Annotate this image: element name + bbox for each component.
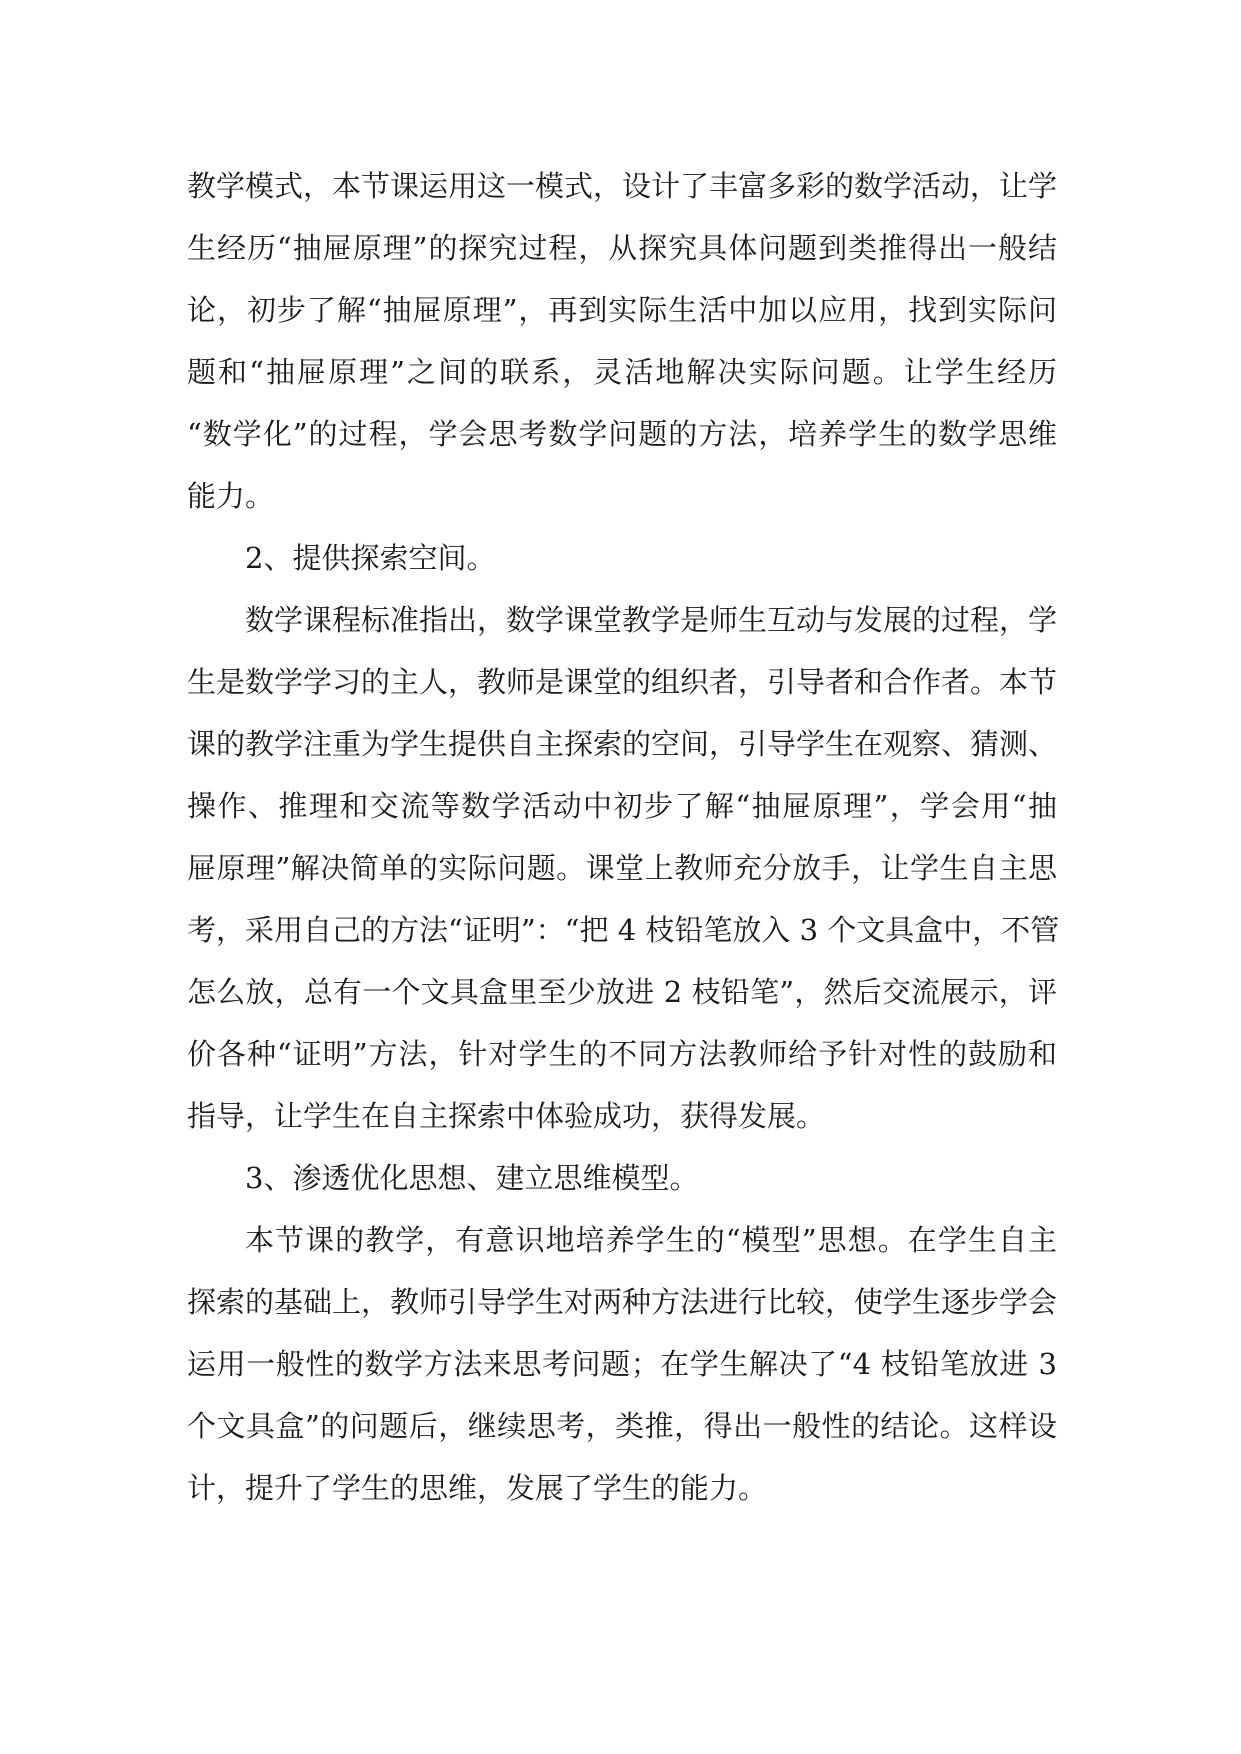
text-line: 个文具盒”的问题后，继续思考，类推，得出一般性的结论。这样设 <box>187 1409 1057 1443</box>
text-line: 本节课的教学，有意识地培养学生的“模型”思想。在学生自主 <box>245 1223 1057 1257</box>
text-line: 课的教学注重为学生提供自主探索的空间，引导学生在观察、猜测、 <box>187 727 1058 761</box>
text-line: 题和“抽屉原理”之间的联系，灵活地解决实际问题。让学生经历 <box>187 355 1057 389</box>
paragraph-intro <box>187 155 1057 527</box>
text-line: 数学课程标准指出，数学课堂教学是师生互动与发展的过程，学 <box>245 603 1058 637</box>
text-line: 教学模式，本节课运用这一模式，设计了丰富多彩的数学活动，让学 <box>187 169 1058 203</box>
text-line: 探索的基础上，教师引导学生对两种方法进行比较，使学生逐步学会 <box>187 1285 1058 1319</box>
section-heading-2 <box>187 527 1057 589</box>
section-heading: 2、提供探索空间。 <box>245 541 496 575</box>
text-line: 屉原理”解决简单的实际问题。课堂上教师充分放手，让学生自主思 <box>187 851 1057 885</box>
text-line: “数学化”的过程，学会思考数学问题的方法，培养学生的数学思维 <box>187 417 1057 451</box>
section-heading: 3、渗透优化思想、建立思维模型。 <box>245 1161 699 1195</box>
text-line: 生是数学学习的主人，教师是课堂的组织者，引导者和合作者。本节 <box>187 665 1058 699</box>
text-line: 计，提升了学生的思维，发展了学生的能力。 <box>187 1471 768 1505</box>
text-line: 指导，让学生在自主探索中体验成功，获得发展。 <box>187 1099 826 1133</box>
text-line: 怎么放，总有一个文具盒里至少放进 2 枝铅笔”，然后交流展示，评 <box>187 975 1057 1009</box>
text-line: 生经历“抽屉原理”的探究过程，从探究具体问题到类推得出一般结 <box>187 231 1057 265</box>
text-line: 价各种“证明”方法，针对学生的不同方法教师给予针对性的鼓励和 <box>187 1037 1057 1071</box>
paragraph-model <box>187 1209 1057 1519</box>
text-line: 考，采用自己的方法“证明”：“把 4 枝铅笔放入 3 个文具盒中，不管 <box>187 913 1060 947</box>
text-line: 能力。 <box>187 479 275 513</box>
text-line: 操作、推理和交流等数学活动中初步了解“抽屉原理”，学会用“抽 <box>187 789 1057 823</box>
text-line: 论，初步了解“抽屉原理”，再到实际生活中加以应用，找到实际问 <box>187 293 1057 327</box>
text-line: 运用一般性的数学方法来思考问题；在学生解决了“4 枝铅笔放进 3 <box>187 1347 1057 1381</box>
document-page <box>187 155 1060 1519</box>
section-heading-3 <box>187 1147 1057 1209</box>
paragraph-exploration <box>187 589 1060 1147</box>
